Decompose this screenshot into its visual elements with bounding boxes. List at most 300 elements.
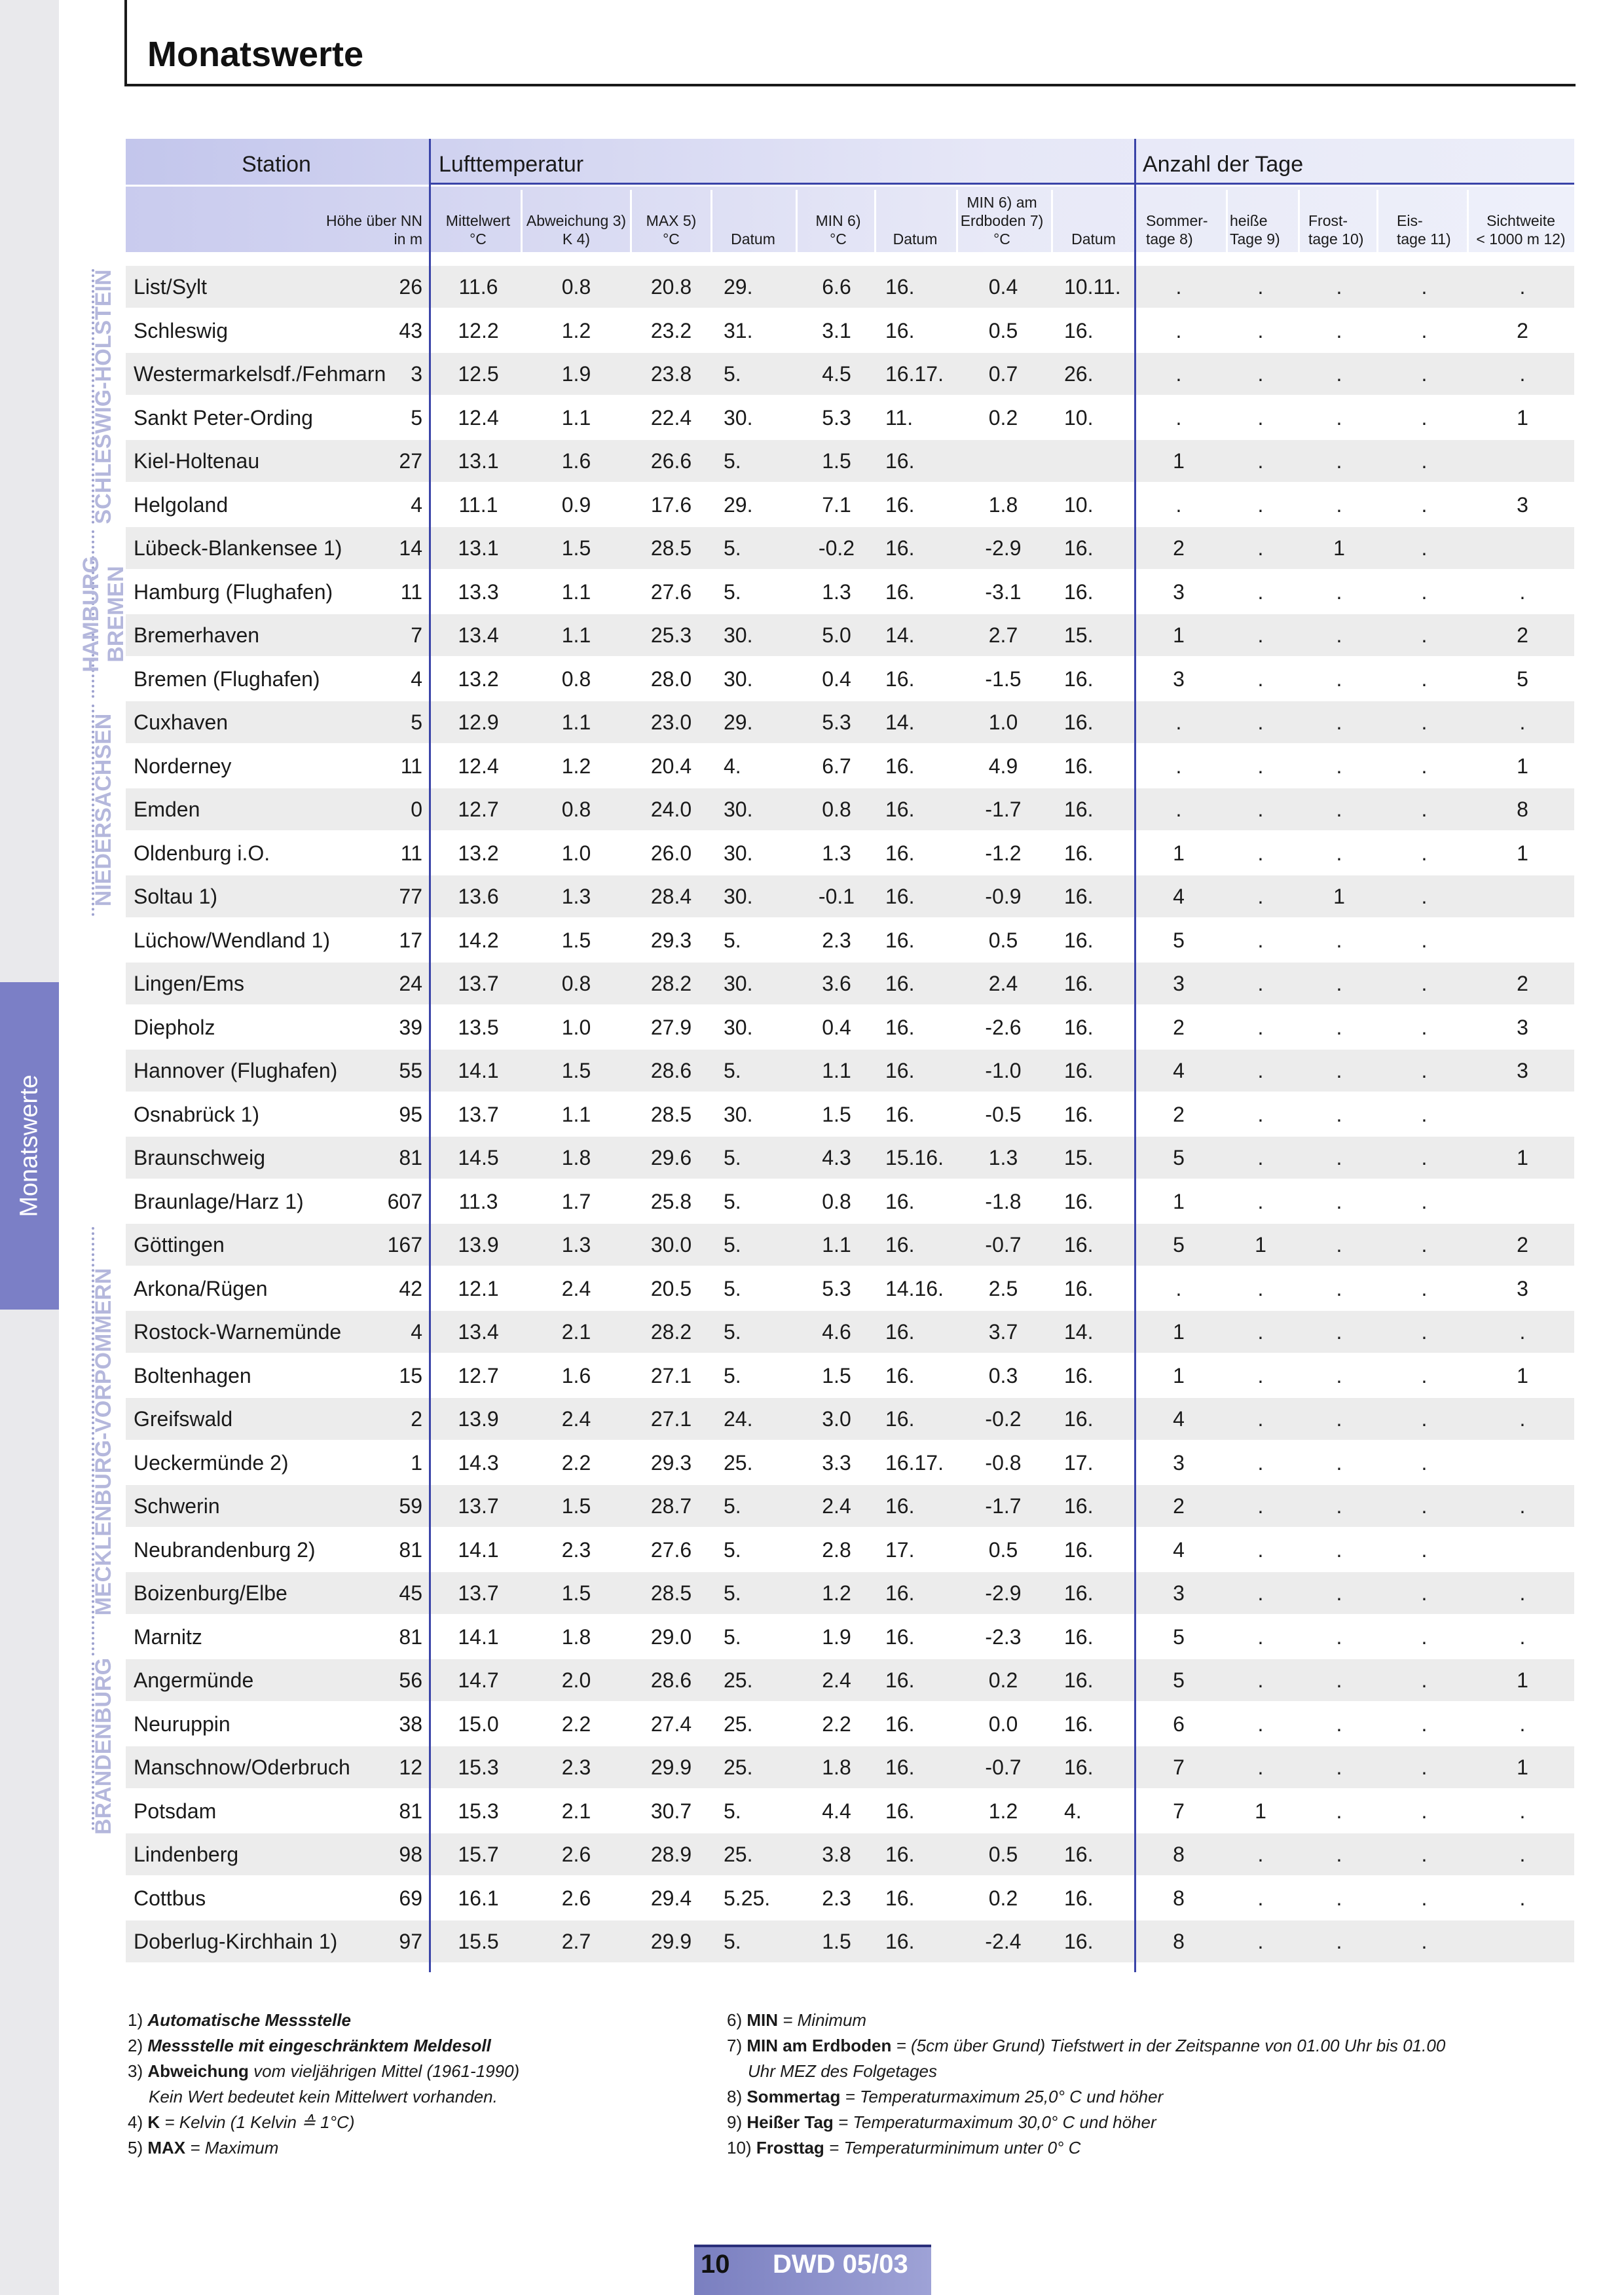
table-row [126,919,1574,961]
cell-min-erdboden: 1.3 [988,1146,1018,1169]
cell-hoehe: 81 [399,1537,422,1562]
cell-min-erdboden: -0.7 [985,1233,1022,1257]
cell-min-erdboden: 1.2 [988,1799,1018,1823]
cell-max-datum: 5. [724,536,741,560]
cell-max: 27.4 [650,1712,692,1736]
cell-erdboden-datum: 16. [1064,579,1094,604]
group-lufttemperatur: Lufttemperatur [439,152,584,177]
cell-sichtweite [1473,1529,1572,1571]
cell-abweichung: 2.6 [561,1886,591,1910]
cell-min-datum: 16. [885,841,915,865]
cell-max-datum: 25. [724,1450,753,1475]
cell-frosttage: . [1336,1059,1342,1082]
cell-heisse-tage: . [1257,1015,1264,1039]
cell-heisse-tage: . [1257,1407,1264,1431]
cell-heisse-tage: . [1257,1320,1264,1344]
cell-abweichung: 1.5 [561,1059,591,1082]
cell-mittelwert: 12.9 [458,710,499,734]
footnote [128,2033,491,2059]
footnote-term: Messstelle mit eingeschränktem Meldesoll [147,2036,491,2055]
table-row [126,1137,1574,1179]
cell-station: Göttingen [134,1233,225,1257]
cell-abweichung: 1.0 [561,841,591,865]
cell-min-datum: 16. [885,667,915,691]
cell-min-erdboden: -2.4 [985,1930,1022,1953]
cell-sommertage: 7 [1173,1755,1185,1779]
cell-sichtweite: . [1519,275,1526,299]
cell-mittelwert: 12.5 [458,362,499,386]
cell-min: 1.5 [822,1363,851,1387]
footnote-number: 3) [128,2061,148,2081]
cell-min: 3.0 [822,1407,851,1431]
footnote-text: = Maximum [185,2138,279,2157]
cell-heisse-tage: . [1257,449,1264,473]
cell-mittelwert: 14.7 [458,1668,499,1692]
cell-abweichung: 1.2 [561,754,591,778]
cell-min: 1.3 [822,579,851,604]
cell-erdboden-datum: 16. [1064,798,1094,821]
col-head-eistage [1397,187,1469,252]
cell-heisse-tage: . [1257,667,1264,691]
cell-station: List/Sylt [134,275,208,299]
cell-eistage: . [1421,449,1428,473]
cell-erdboden-datum: 16. [1064,1843,1094,1866]
col-head-frosttage-line2: tage 10) [1308,230,1364,248]
cell-hoehe: 38 [399,1712,422,1736]
cell-eistage: . [1421,1363,1428,1387]
cell-min-erdboden: 0.2 [988,1668,1018,1692]
cell-min: 5.3 [822,1276,851,1300]
table-row [126,571,1574,613]
cell-station: Oldenburg i.O. [134,841,270,865]
cell-frosttage: . [1336,1015,1342,1039]
cell-mittelwert: 14.1 [458,1537,499,1562]
cell-frosttage: . [1336,1755,1342,1779]
cell-min-datum: 16.17. [885,1450,944,1475]
cell-max: 29.3 [650,928,692,952]
cell-station: Arkona/Rügen [134,1276,268,1300]
cell-eistage: . [1421,1843,1428,1866]
table-row [126,832,1574,874]
cell-eistage: . [1421,492,1428,517]
cell-sommertage: 3 [1173,1450,1185,1475]
col-head-sichtweite [1470,187,1572,252]
cell-frosttage: . [1336,623,1342,647]
cell-max-datum: 5. [724,1537,741,1562]
cell-frosttage: . [1336,972,1342,995]
header-separator [1051,190,1053,252]
cell-frosttage: . [1336,667,1342,691]
cell-min: 6.6 [822,275,851,299]
cell-sommertage: 3 [1173,579,1185,604]
cell-hoehe: 7 [411,623,422,647]
col-head-sichtweite-line1: Sichtweite [1486,212,1555,229]
cell-max: 30.0 [650,1233,692,1257]
footnote [727,2008,866,2033]
cell-max-datum: 5. [724,1276,741,1300]
cell-min: 3.8 [822,1843,851,1866]
header-horizontal-rule [124,84,1576,86]
group-station: Station [242,152,311,177]
cell-max: 28.2 [650,972,692,995]
footnote-number: 2) [128,2036,148,2055]
cell-frosttage: . [1336,449,1342,473]
cell-max-datum: 5.25. [724,1886,771,1910]
cell-erdboden-datum [1064,440,1136,482]
cell-min-erdboden: -2.3 [985,1625,1022,1649]
table-row [126,875,1574,917]
cell-max-datum: 25. [724,1668,753,1692]
cell-eistage: . [1421,1494,1428,1518]
cell-eistage: . [1421,1015,1428,1039]
cell-erdboden-datum: 16. [1064,928,1094,952]
cell-min-erdboden: -1.0 [985,1059,1022,1082]
cell-sommertage: . [1175,754,1182,778]
cell-mittelwert: 13.2 [458,667,499,691]
cell-abweichung: 0.9 [561,492,591,517]
cell-max: 26.6 [650,449,692,473]
cell-erdboden-datum: 16. [1064,710,1094,734]
cell-eistage: . [1421,1146,1428,1169]
cell-station: Norderney [134,754,232,778]
cell-heisse-tage: . [1257,1494,1264,1518]
cell-max-datum: 5. [724,1930,741,1953]
cell-min-datum: 16. [885,1189,915,1213]
cell-min: 7.1 [822,492,851,517]
cell-mittelwert: 15.3 [458,1755,499,1779]
cell-sommertage: . [1175,318,1182,342]
cell-mittelwert: 11.3 [458,1189,498,1213]
table-row [126,1355,1574,1397]
cell-max: 25.3 [650,623,692,647]
cell-sichtweite [1473,440,1572,482]
footnote-text: Uhr MEZ des Folgetages [748,2061,938,2081]
cell-max-datum: 5. [724,362,741,386]
table-row [126,658,1574,700]
cell-max-datum: 5. [724,449,741,473]
footnote-text: Kein Wert bedeutet kein Mittelwert vorhanden. [149,2087,498,2106]
cell-sommertage: 3 [1173,972,1185,995]
cell-eistage: . [1421,318,1428,342]
cell-abweichung: 2.1 [561,1799,591,1823]
cell-hoehe: 4 [411,667,422,691]
footnote-term: Abweichung [147,2061,249,2081]
cell-eistage: . [1421,1799,1428,1823]
cell-max: 29.9 [650,1930,692,1953]
table-row [126,963,1574,1004]
cell-min: 2.4 [822,1494,851,1518]
cell-max: 28.4 [650,885,692,908]
cell-max-datum: 5. [724,1233,741,1257]
cell-min-datum: 16. [885,1886,915,1910]
cell-min: 4.6 [822,1320,851,1344]
cell-station: Helgoland [134,492,229,517]
cell-sichtweite: 2 [1517,623,1528,647]
footnote-term: Sommertag [747,2087,841,2106]
cell-min-datum: 14.16. [885,1276,944,1300]
cell-abweichung: 2.2 [561,1450,591,1475]
cell-abweichung: 2.3 [561,1537,591,1562]
cell-erdboden-datum: 16. [1064,1189,1094,1213]
cell-max-datum: 30. [724,885,753,908]
cell-max: 28.9 [650,1843,692,1866]
cell-max-datum: 5. [724,1189,741,1213]
cell-min-erdboden: 0.5 [988,318,1018,342]
cell-mittelwert: 12.2 [458,318,499,342]
cell-sichtweite: . [1519,579,1526,604]
cell-hoehe: 56 [399,1668,422,1692]
cell-min-datum: 17. [885,1537,915,1562]
col-head-erdboden-datum [1051,187,1136,252]
cell-min-erdboden: -3.1 [985,579,1022,604]
cell-max: 29.6 [650,1146,692,1169]
col-head-heisse-tage [1230,187,1302,252]
cell-heisse-tage: . [1257,928,1264,952]
cell-max-datum: 5. [724,1799,741,1823]
cell-min: 1.5 [822,449,851,473]
table-row [126,1572,1574,1614]
cell-station: Potsdam [134,1799,217,1823]
cell-abweichung: 2.2 [561,1712,591,1736]
cell-min-datum: 16.17. [885,362,944,386]
table-row [126,1877,1574,1919]
table-row [126,1746,1574,1788]
cell-station: Neubrandenburg 2) [134,1537,316,1562]
footnote [128,2135,278,2161]
header-separator [521,190,523,252]
col-head-min-erdboden [956,187,1048,252]
cell-frosttage: . [1336,1494,1342,1518]
cell-mittelwert: 12.4 [458,405,499,430]
footnote [727,2135,1080,2161]
cell-heisse-tage: . [1257,318,1264,342]
cell-mittelwert: 13.4 [458,623,499,647]
table-row [126,1268,1574,1310]
table-row [126,745,1574,787]
cell-station: Diepholz [134,1015,215,1039]
cell-max-datum: 30. [724,798,753,821]
cell-min-erdboden: 1.0 [988,710,1018,734]
cell-min: 2.8 [822,1537,851,1562]
cell-min-datum: 16. [885,1581,915,1605]
cell-eistage: . [1421,841,1428,865]
cell-station: Marnitz [134,1625,202,1649]
cell-station: Lüchow/Wendland 1) [134,928,331,952]
cell-erdboden-datum: 10. [1064,492,1094,517]
footnote [128,2059,519,2084]
cell-min-erdboden: 2.7 [988,623,1018,647]
cell-abweichung: 2.4 [561,1407,591,1431]
cell-eistage: . [1421,1581,1428,1605]
cell-sommertage: 1 [1173,1189,1185,1213]
cell-sichtweite: . [1519,710,1526,734]
cell-max-datum: 5. [724,1625,741,1649]
footnote-term: MAX [147,2138,186,2157]
cell-hoehe: 607 [387,1189,422,1213]
cell-heisse-tage: . [1257,1581,1264,1605]
cell-station: Lingen/Ems [134,972,244,995]
cell-sichtweite: 1 [1517,1668,1528,1692]
cell-station: Emden [134,798,200,821]
cell-max: 23.8 [650,362,692,386]
cell-station: Manschnow/Oderbruch [134,1755,350,1779]
cell-abweichung: 2.0 [561,1668,591,1692]
cell-min-datum: 16. [885,1930,915,1953]
col-head-sommertage-line1: Sommer- [1146,212,1208,229]
cell-max: 30.7 [650,1799,692,1823]
cell-sommertage: 2 [1173,536,1185,560]
cell-sichtweite [1473,527,1572,569]
cell-eistage: . [1421,1537,1428,1562]
table-row [126,310,1574,352]
col-head-min-datum [874,187,956,252]
cell-erdboden-datum: 16. [1064,1363,1094,1387]
cell-station: Neuruppin [134,1712,231,1736]
footnote [128,2008,351,2033]
cell-max-datum: 30. [724,972,753,995]
region-label-line: MECKLENBURG-VORPOMMERN [91,1268,116,1615]
cell-min: -0.1 [818,885,855,908]
cell-abweichung: 1.1 [561,405,591,430]
col-head-sommertage [1146,187,1225,252]
cell-station: Boltenhagen [134,1363,251,1387]
cell-max-datum: 30. [724,1102,753,1126]
table-row [126,1398,1574,1440]
cell-max: 17.6 [650,492,692,517]
cell-abweichung: 1.7 [561,1189,591,1213]
cell-max: 20.8 [650,275,692,299]
cell-min-erdboden: -0.2 [985,1407,1022,1431]
col-head-max-datum [710,187,796,252]
cell-max: 28.0 [650,667,692,691]
cell-eistage: . [1421,1625,1428,1649]
cell-frosttage: . [1336,710,1342,734]
cell-min: 4.4 [822,1799,851,1823]
table-row [126,1311,1574,1353]
cell-min-datum: 16. [885,1320,915,1344]
cell-sommertage: . [1175,1276,1182,1300]
cell-mittelwert: 13.2 [458,841,499,865]
cell-sommertage: 4 [1173,1059,1185,1082]
footnote [748,2059,937,2084]
cell-mittelwert: 13.7 [458,972,499,995]
col-head-sichtweite-line2: < 1000 m 12) [1476,230,1566,248]
cell-sommertage: 1 [1173,449,1185,473]
cell-sommertage: 8 [1173,1886,1185,1910]
cell-max: 27.9 [650,1015,692,1039]
table-row [126,266,1574,308]
cell-min-erdboden: 1.8 [988,492,1018,517]
cell-min-datum: 15.16. [885,1146,944,1169]
cell-hoehe: 24 [399,972,422,995]
cell-erdboden-datum: 4. [1064,1799,1082,1823]
cell-mittelwert: 13.1 [458,536,499,560]
cell-mittelwert: 13.4 [458,1320,499,1344]
cell-max-datum: 29. [724,275,753,299]
cell-max: 29.3 [650,1450,692,1475]
cell-min-datum: 16. [885,1363,915,1387]
cell-frosttage: . [1336,798,1342,821]
cell-station: Schwerin [134,1494,220,1518]
cell-sommertage: 3 [1173,667,1185,691]
cell-min-erdboden: -0.5 [985,1102,1022,1126]
cell-station: Bremerhaven [134,623,260,647]
cell-min: 0.8 [822,1189,851,1213]
cell-frosttage: . [1336,1102,1342,1126]
cell-heisse-tage: 1 [1255,1799,1266,1823]
header-separator [710,190,712,252]
cell-erdboden-datum: 16. [1064,536,1094,560]
cell-frosttage: . [1336,1886,1342,1910]
cell-sichtweite: 3 [1517,1059,1528,1082]
cell-hoehe: 39 [399,1015,422,1039]
cell-sommertage: . [1175,710,1182,734]
cell-erdboden-datum: 16. [1064,1886,1094,1910]
col-head-max-line1: MAX 5) [646,212,697,229]
cell-hoehe: 98 [399,1843,422,1866]
cell-erdboden-datum: 16. [1064,1407,1094,1431]
cell-min-datum: 16. [885,1755,915,1779]
cell-sichtweite: 1 [1517,754,1528,778]
footnote-number: 10) [727,2138,756,2157]
page-number: 10 [701,2250,730,2279]
cell-min-datum: 16. [885,449,915,473]
cell-heisse-tage: . [1257,885,1264,908]
header-separator [874,190,876,252]
cell-heisse-tage: . [1257,623,1264,647]
table-row [126,484,1574,526]
cell-sichtweite: 1 [1517,1755,1528,1779]
cell-mittelwert: 12.4 [458,754,499,778]
region-label-line: NIEDERSACHSEN [91,713,116,907]
cell-min-erdboden: 0.5 [988,1843,1018,1866]
cell-station: Doberlug-Kirchhain 1) [134,1930,338,1953]
cell-abweichung: 1.1 [561,579,591,604]
cell-heisse-tage: . [1257,1712,1264,1736]
footnote-text: = Kelvin (1 Kelvin ≙ 1°C) [160,2112,355,2132]
cell-hoehe: 167 [387,1233,422,1257]
cell-abweichung: 1.8 [561,1625,591,1649]
cell-frosttage: . [1336,1233,1342,1257]
cell-hoehe: 14 [399,536,422,560]
cell-heisse-tage: . [1257,798,1264,821]
cell-sichtweite: 3 [1517,1276,1528,1300]
cell-sichtweite: 1 [1517,405,1528,430]
cell-sichtweite [1473,1920,1572,1962]
cell-sommertage: 2 [1173,1494,1185,1518]
table-row [126,1703,1574,1745]
cell-station: Soltau 1) [134,885,218,908]
cell-heisse-tage: . [1257,492,1264,517]
cell-frosttage: . [1336,1930,1342,1953]
cell-min-erdboden: 0.5 [988,928,1018,952]
footnote-number: 5) [128,2138,148,2157]
col-head-min-erdboden-line1: MIN 6) am [967,194,1037,211]
cell-hoehe: 17 [399,928,422,952]
cell-sichtweite: 3 [1517,492,1528,517]
cell-min: 2.4 [822,1668,851,1692]
cell-hoehe: 4 [411,492,422,517]
cell-min: 0.8 [822,798,851,821]
cell-erdboden-datum: 16. [1064,1930,1094,1953]
header-separator [1467,190,1469,252]
cell-max: 28.6 [650,1059,692,1082]
cell-sommertage: 1 [1173,841,1185,865]
cell-eistage: . [1421,710,1428,734]
cell-max-datum: 5. [724,1059,741,1082]
cell-sichtweite [1473,1093,1572,1135]
cell-frosttage: . [1336,1407,1342,1431]
